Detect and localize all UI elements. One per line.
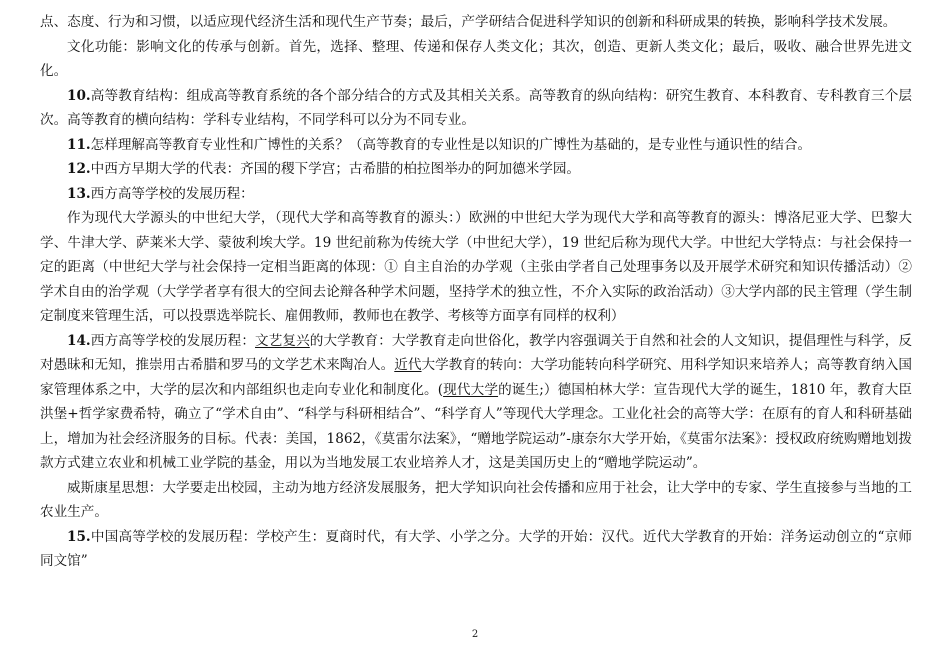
item-12 xyxy=(40,157,912,182)
item-14-text-part-4: 的诞生;）德国柏林大学：宣告现代大学的诞生，1810 年，教育大臣洪堡+哲学家费希特，确立了“学术自由”、“科学与科研相结合”、“科学育人”等现代大学理念。工业化社会的高等大学：在原有的育人和科研基础上，增加为社会经济服务的目标。代表：美国，1862，《莫雷尔法案》，“赠地学院运动”-康奈尔大学开始，《莫雷尔法案》：授权政府统购赠地划拨款方式建立农业和机械工业学院的基金，用以为当地发展工农业培养人才，这是美国历史上的“赠地学院运动”。 xyxy=(40,381,913,471)
paragraph-cultural-function: 文化功能：影响文化的传承与创新。首先，选择、整理、传递和保存人类文化；其次，创造、更新人类文化；最后，吸收、融合世界先进文化。 xyxy=(40,38,912,79)
item-10 xyxy=(40,84,912,133)
paragraph-intro-continuation: 点、态度、行为和习惯，以适应现代经济生活和现代生产节奏；最后，产学研结合促进科学知识的创新和科研成果的转换，影响科学技术发展。 xyxy=(40,14,897,30)
item-12-number: 12. xyxy=(67,161,91,177)
page-number: 2 xyxy=(471,629,479,640)
document-page xyxy=(40,10,912,574)
item-15-number: 15. xyxy=(67,528,91,545)
item-14-text-part-3: 大学教育的转向：大学功能转向科学研究、用科学知识来培养人；高等教育纳入国家管理体系之中，大学的层次和内部组织也走向专业化和制度化。( xyxy=(40,357,913,398)
underlined-modern-university: 现代大学 xyxy=(443,381,499,398)
paragraph-wisconsin-idea: 威斯康星思想：大学要走出校园，主动为地方经济发展服务，把大学知识向社会传播和应用于社会，让大学中的专家、学生直接参与当地的工农业生产。 xyxy=(40,479,912,520)
item-10-text: 高等教育结构：组成高等教育系统的各个部分结合的方式及其相关关系。高等教育的纵向结构：研究生教育、本科教育、专科教育三个层次。高等教育的横向结构：学科专业结构，不同学科可以分为不同专业。 xyxy=(40,87,912,128)
item-14 xyxy=(40,329,912,476)
item-13-number: 13. xyxy=(67,185,91,202)
underlined-modern-era: 近代 xyxy=(394,357,422,373)
item-14-text-part-1: 西方高等学校的发展历程： xyxy=(90,332,256,349)
item-13 xyxy=(40,182,912,207)
item-14-number: 14. xyxy=(67,332,91,349)
item-11 xyxy=(40,133,912,158)
item-15 xyxy=(40,525,912,574)
item-12-text: 中西方早期大学的代表：齐国的稷下学宫；古希腊的柏拉图举办的阿加德米学园。 xyxy=(90,161,581,177)
item-13-body: 作为现代大学源头的中世纪大学，（现代大学和高等教育的源头：）欧洲的中世纪大学为现代大学和高等教育的源头：博洛尼亚大学、巴黎大学、牛津大学、萨莱米大学、蒙彼利埃大学。19 世纪前称为传统大学（中世纪大学），19 世纪后称为现代大学。中世纪大学特点：与社会保持一定的距离（中世纪大学与社会保持一定相当距离的体现：① 自主自治的办学观（主张由学者自己处理事务以及开展学术研究和知识传播活动）② 学术自由的治学观（大学学者享有很大的空间去论辩各种学术问题，坚持学术的独立性，不介入实际的政治活动）③大学内部的民主管理（学生制定制度来管理生活，可以投票选举院长、雇佣教师，教师也在教学、考核等方面享有同样的权利） xyxy=(40,210,912,324)
item-10-number: 10. xyxy=(67,87,91,104)
item-15-text: 中国高等学校的发展历程：学校产生：夏商时代，有大学、小学之分。大学的开始：汉代。近代大学教育的开始：洋务运动创立的“京师同文馆” xyxy=(40,528,912,569)
underlined-renaissance: 文艺复兴 xyxy=(255,332,310,349)
item-13-text: 西方高等学校的发展历程： xyxy=(90,185,254,202)
item-11-number: 11. xyxy=(67,136,91,153)
item-14-text-part-2: 的大学教育：大学教育走向世俗化，教学内容强调关于自然和社会的人文知识，提倡理性与科学，反对愚昧和无知，推崇用古希腊和罗马的文学艺术来陶冶人。 xyxy=(40,332,913,373)
item-11-text: 怎样理解高等教育专业性和广博性的关系？（高等教育的专业性是以知识的广博性为基础的，是专业性与通识性的结合。 xyxy=(90,136,812,153)
